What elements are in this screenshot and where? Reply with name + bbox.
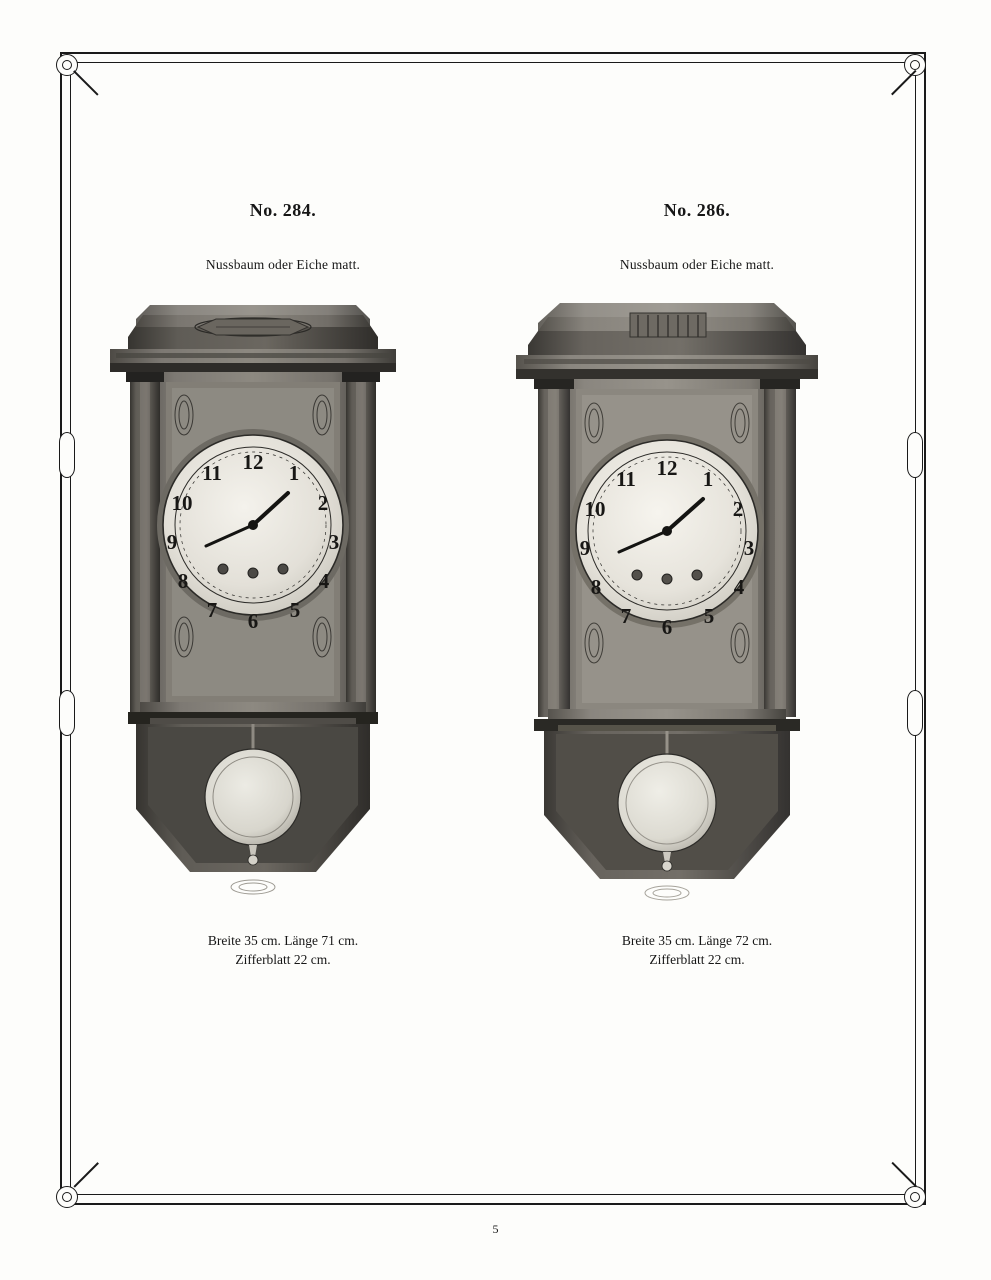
dimensions-286-line1: Breite 35 cm. Länge 72 cm. bbox=[621, 932, 773, 948]
edge-ornament-right-lower bbox=[907, 690, 923, 736]
corner-ornament-bottom-right bbox=[904, 1186, 926, 1208]
corner-ornament-bottom-left bbox=[56, 1186, 78, 1208]
clock-illustration-286 bbox=[502, 297, 832, 917]
dimensions-286-line2: Zifferblatt 22 cm. bbox=[649, 952, 745, 968]
clock-illustration-284 bbox=[88, 297, 418, 917]
edge-ornament-right-upper bbox=[907, 432, 923, 478]
edge-ornament-left-lower bbox=[59, 690, 75, 736]
svg-text:7: 7 bbox=[206, 598, 218, 622]
svg-text:6: 6 bbox=[661, 615, 673, 639]
dimensions-286 bbox=[502, 931, 892, 970]
svg-text:2: 2 bbox=[732, 497, 744, 521]
svg-text:6: 6 bbox=[247, 609, 259, 633]
svg-text:7: 7 bbox=[620, 604, 632, 628]
model-number-286: No. 286. bbox=[663, 200, 731, 220]
svg-text:12: 12 bbox=[242, 450, 264, 474]
svg-text:1: 1 bbox=[288, 461, 300, 485]
page-number: 5 bbox=[492, 1222, 499, 1236]
svg-text:11: 11 bbox=[616, 467, 636, 491]
dimensions-284 bbox=[88, 931, 478, 970]
svg-text:4: 4 bbox=[733, 575, 745, 599]
material-text-284: Nussbaum oder Eiche matt. bbox=[205, 257, 361, 272]
svg-text:11: 11 bbox=[202, 461, 222, 485]
svg-text:12: 12 bbox=[656, 456, 678, 480]
catalog-item-286 bbox=[502, 200, 892, 983]
dimensions-284-line2: Zifferblatt 22 cm. bbox=[235, 952, 331, 968]
svg-text:1: 1 bbox=[702, 467, 714, 491]
svg-text:8: 8 bbox=[590, 575, 602, 599]
svg-text:8: 8 bbox=[177, 569, 189, 593]
svg-text:5: 5 bbox=[703, 604, 715, 628]
svg-text:3: 3 bbox=[328, 530, 340, 554]
svg-text:4: 4 bbox=[318, 569, 330, 593]
edge-ornament-left-upper bbox=[59, 432, 75, 478]
svg-text:3: 3 bbox=[743, 536, 755, 560]
catalog-item-284 bbox=[88, 200, 478, 983]
svg-text:2: 2 bbox=[317, 491, 329, 515]
svg-text:10: 10 bbox=[584, 497, 606, 521]
svg-text:9: 9 bbox=[166, 530, 178, 554]
svg-text:5: 5 bbox=[289, 598, 301, 622]
svg-text:9: 9 bbox=[579, 536, 591, 560]
material-text-286: Nussbaum oder Eiche matt. bbox=[619, 257, 775, 272]
clock-photo-286 bbox=[502, 297, 892, 917]
dimensions-284-line1: Breite 35 cm. Länge 71 cm. bbox=[207, 932, 359, 948]
model-number-284: No. 284. bbox=[249, 200, 317, 220]
svg-text:10: 10 bbox=[171, 491, 193, 515]
clock-photo-284 bbox=[88, 297, 478, 917]
